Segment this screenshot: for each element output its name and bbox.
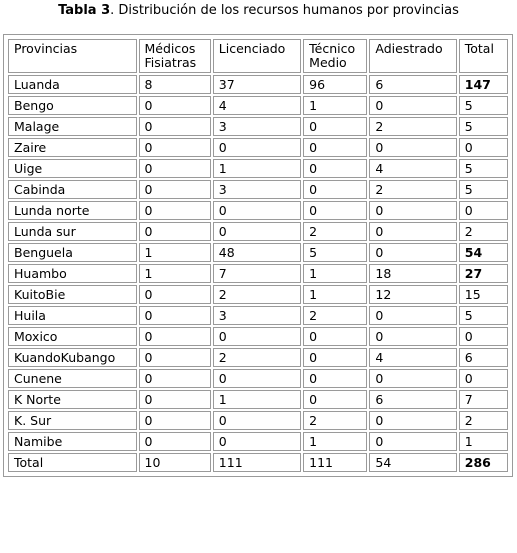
value-cell: 0 [369, 222, 456, 241]
value-cell: 4 [369, 348, 456, 367]
table-row [8, 180, 508, 199]
value-cell: 1 [459, 432, 508, 451]
value-cell: 0 [139, 117, 211, 136]
table-row [8, 285, 508, 304]
value-cell: 0 [139, 390, 211, 409]
table-row [8, 369, 508, 388]
value-cell: 7 [459, 390, 508, 409]
value-cell: 0 [139, 432, 211, 451]
value-cell: 1 [303, 96, 367, 115]
value-cell: 5 [459, 96, 508, 115]
table-row [8, 327, 508, 346]
caption-label: Tabla 3 [58, 3, 111, 18]
table-row [8, 264, 508, 283]
caption-text: . Distribución de los recursos humanos por provincias [110, 3, 459, 18]
value-cell: 6 [369, 390, 456, 409]
value-cell: 2 [303, 411, 367, 430]
value-cell: 5 [459, 306, 508, 325]
value-cell: 0 [369, 411, 456, 430]
province-cell: Uige [8, 159, 137, 178]
table-row [8, 243, 508, 262]
value-cell: 5 [459, 117, 508, 136]
value-cell: 2 [369, 180, 456, 199]
table-row [8, 138, 508, 157]
value-cell: 0 [139, 369, 211, 388]
table-row [8, 306, 508, 325]
header-cell: Adiestrado [369, 39, 456, 73]
value-cell: 0 [213, 411, 301, 430]
value-cell: 0 [303, 327, 367, 346]
province-cell: Huambo [8, 264, 137, 283]
value-cell: 4 [213, 96, 301, 115]
province-cell: Huila [8, 306, 137, 325]
table-row [8, 411, 508, 430]
table-row [8, 159, 508, 178]
value-cell: 2 [213, 348, 301, 367]
province-cell: Namibe [8, 432, 137, 451]
header-cell: Licenciado [213, 39, 301, 73]
table-row [8, 75, 508, 94]
value-cell: 1 [303, 432, 367, 451]
value-cell: 6 [369, 75, 456, 94]
value-cell: 0 [459, 369, 508, 388]
province-cell: KuandoKubango [8, 348, 137, 367]
province-cell: Total [8, 453, 137, 472]
province-cell: KuitoBie [8, 285, 137, 304]
value-cell: 1 [139, 243, 211, 262]
value-cell: 15 [459, 285, 508, 304]
value-cell: 0 [213, 201, 301, 220]
value-cell: 0 [303, 117, 367, 136]
value-cell: 0 [369, 369, 456, 388]
province-cell: Lunda norte [8, 201, 137, 220]
value-cell: 0 [213, 369, 301, 388]
value-cell: 6 [459, 348, 508, 367]
value-cell: 0 [139, 327, 211, 346]
value-cell: 1 [303, 264, 367, 283]
value-cell: 0 [303, 348, 367, 367]
value-cell: 0 [303, 138, 367, 157]
value-cell: 0 [213, 222, 301, 241]
value-cell: 111 [303, 453, 367, 472]
value-cell: 2 [213, 285, 301, 304]
value-cell: 18 [369, 264, 456, 283]
province-cell: Luanda [8, 75, 137, 94]
table-caption [0, 3, 517, 19]
value-cell: 2 [303, 306, 367, 325]
value-cell: 0 [459, 138, 508, 157]
value-cell: 3 [213, 180, 301, 199]
value-cell: 0 [139, 138, 211, 157]
value-cell: 2 [303, 222, 367, 241]
value-cell: 0 [139, 201, 211, 220]
province-cell: Zaire [8, 138, 137, 157]
value-cell: 0 [139, 180, 211, 199]
header-cell: Total [459, 39, 508, 73]
value-cell: 0 [303, 390, 367, 409]
value-cell: 2 [369, 117, 456, 136]
table-row [8, 348, 508, 367]
value-cell: 0 [459, 201, 508, 220]
value-cell: 0 [139, 306, 211, 325]
value-cell: 48 [213, 243, 301, 262]
value-cell: 0 [213, 432, 301, 451]
value-cell: 0 [139, 159, 211, 178]
province-cell: Cabinda [8, 180, 137, 199]
province-cell: K. Sur [8, 411, 137, 430]
table-body [8, 75, 508, 472]
header-row [8, 39, 508, 73]
value-cell: 111 [213, 453, 301, 472]
total-row [8, 453, 508, 472]
table-frame [3, 34, 513, 477]
province-cell: Bengo [8, 96, 137, 115]
province-cell: Lunda sur [8, 222, 137, 241]
value-cell: 7 [213, 264, 301, 283]
resources-table [6, 37, 510, 474]
value-cell: 0 [213, 138, 301, 157]
value-cell: 0 [139, 285, 211, 304]
province-cell: Malage [8, 117, 137, 136]
value-cell: 54 [369, 453, 456, 472]
value-cell: 1 [303, 285, 367, 304]
value-cell: 8 [139, 75, 211, 94]
value-cell: 0 [369, 201, 456, 220]
value-cell: 0 [139, 348, 211, 367]
header-cell: Provincias [8, 39, 137, 73]
province-cell: K Norte [8, 390, 137, 409]
value-cell: 5 [303, 243, 367, 262]
value-cell: 0 [369, 96, 456, 115]
value-cell: 0 [369, 243, 456, 262]
value-cell: 286 [459, 453, 508, 472]
value-cell: 2 [459, 222, 508, 241]
value-cell: 0 [369, 138, 456, 157]
value-cell: 0 [369, 432, 456, 451]
value-cell: 0 [369, 306, 456, 325]
header-cell: Técnico Medio [303, 39, 367, 73]
value-cell: 0 [303, 201, 367, 220]
value-cell: 0 [139, 411, 211, 430]
table-row [8, 432, 508, 451]
value-cell: 0 [213, 327, 301, 346]
value-cell: 0 [303, 159, 367, 178]
province-cell: Benguela [8, 243, 137, 262]
value-cell: 1 [213, 159, 301, 178]
value-cell: 1 [139, 264, 211, 283]
value-cell: 54 [459, 243, 508, 262]
table-row [8, 222, 508, 241]
value-cell: 10 [139, 453, 211, 472]
value-cell: 0 [139, 222, 211, 241]
header-cell: Médicos Fisiatras [139, 39, 211, 73]
value-cell: 0 [459, 327, 508, 346]
value-cell: 1 [213, 390, 301, 409]
value-cell: 37 [213, 75, 301, 94]
province-cell: Moxico [8, 327, 137, 346]
value-cell: 4 [369, 159, 456, 178]
value-cell: 96 [303, 75, 367, 94]
value-cell: 3 [213, 306, 301, 325]
value-cell: 0 [303, 369, 367, 388]
value-cell: 2 [459, 411, 508, 430]
value-cell: 5 [459, 180, 508, 199]
value-cell: 27 [459, 264, 508, 283]
table-row [8, 117, 508, 136]
value-cell: 5 [459, 159, 508, 178]
value-cell: 3 [213, 117, 301, 136]
value-cell: 0 [369, 327, 456, 346]
table-row [8, 390, 508, 409]
table-row [8, 201, 508, 220]
value-cell: 0 [139, 96, 211, 115]
value-cell: 147 [459, 75, 508, 94]
province-cell: Cunene [8, 369, 137, 388]
value-cell: 0 [303, 180, 367, 199]
value-cell: 12 [369, 285, 456, 304]
table-row [8, 96, 508, 115]
